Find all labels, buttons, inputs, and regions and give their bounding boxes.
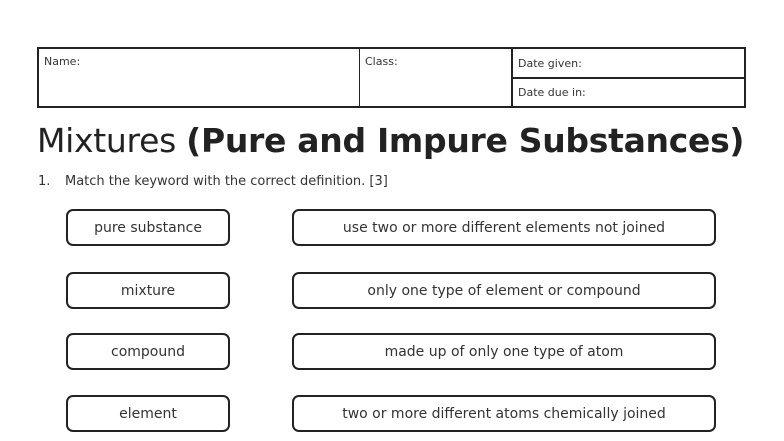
name-field[interactable] bbox=[39, 49, 360, 106]
date-given-label: Date given: bbox=[518, 57, 582, 70]
question-text: Match the keyword with the correct definition. [3] bbox=[65, 174, 388, 189]
title-main: Mixtures bbox=[37, 121, 176, 160]
definition-box-2[interactable]: only one type of element or compound bbox=[292, 272, 716, 309]
keyword-box-pure-substance[interactable]: pure substance bbox=[66, 209, 230, 246]
date-due-label: Date due in: bbox=[518, 86, 586, 99]
question-1 bbox=[38, 174, 388, 189]
keyword-box-compound[interactable]: compound bbox=[66, 333, 230, 370]
page-title bbox=[37, 119, 744, 163]
date-given-field[interactable] bbox=[513, 49, 744, 79]
class-field[interactable] bbox=[360, 49, 513, 106]
question-number: 1. bbox=[38, 174, 51, 189]
keyword-box-mixture[interactable]: mixture bbox=[66, 272, 230, 309]
title-subtitle: (Pure and Impure Substances) bbox=[186, 121, 745, 160]
definition-box-3[interactable]: made up of only one type of atom bbox=[292, 333, 716, 370]
date-due-field[interactable] bbox=[513, 79, 744, 106]
name-label: Name: bbox=[44, 55, 81, 68]
student-info-table bbox=[37, 47, 746, 108]
keyword-box-element[interactable]: element bbox=[66, 395, 230, 432]
definition-box-1[interactable]: use two or more different elements not joined bbox=[292, 209, 716, 246]
class-label: Class: bbox=[365, 55, 398, 68]
definition-box-4[interactable]: two or more different atoms chemically joined bbox=[292, 395, 716, 432]
